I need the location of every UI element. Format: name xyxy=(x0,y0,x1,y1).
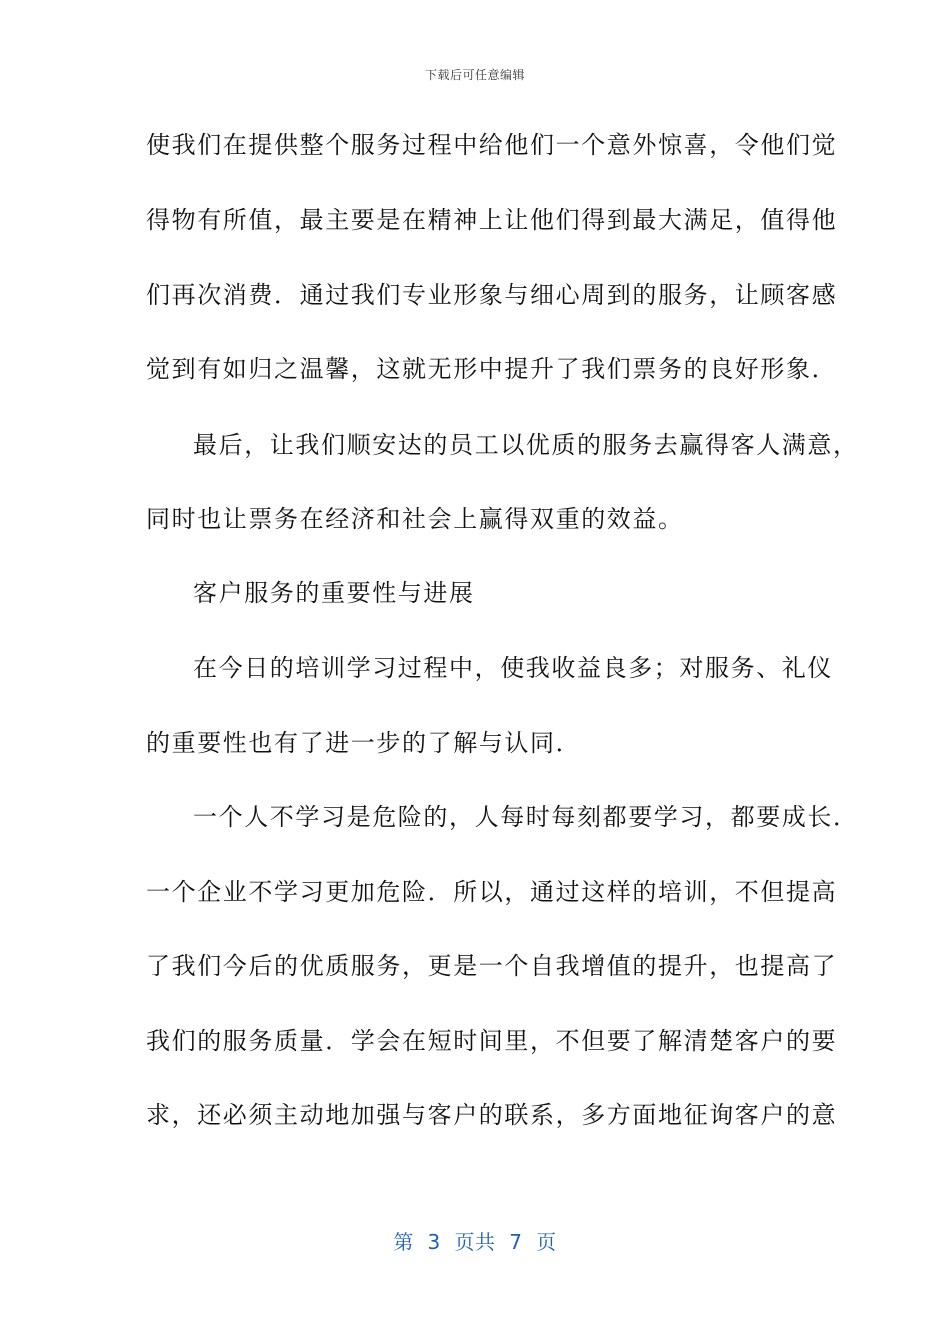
text-line: 在今日的培训学习过程中，使我收益良多；对服务、礼仪 xyxy=(193,654,833,682)
text-line: 觉到有如归之温馨，这就无形中提升了我们票务的良好形象． xyxy=(146,355,838,383)
text-line: 一个人不学习是危险的，人每时每刻都要学习，都要成长． xyxy=(193,803,859,831)
page-number: 第 3 页共 7 页 xyxy=(393,1230,557,1254)
text-line: 我们的服务质量．学会在短时间里，不但要了解清楚客户的要 xyxy=(146,1027,838,1055)
text-line: 最后，让我们顺安达的员工以优质的服务去赢得客人满意， xyxy=(193,431,859,459)
text-line: 一个企业不学习更加危险．所以，通过这样的培训，不但提高 xyxy=(146,878,838,906)
header-note: 下载后可任意编辑 xyxy=(424,68,525,82)
text-line: 求，还必须主动地加强与客户的联系，多方面地征询客户的意 xyxy=(146,1101,838,1129)
section-heading: 客户服务的重要性与进展 xyxy=(193,579,475,607)
text-line: 的重要性也有了进一步的了解与认同． xyxy=(146,729,582,757)
text-line: 得物有所值，最主要是在精神上让他们得到最大满足，值得他 xyxy=(146,206,838,234)
text-line: 使我们在提供整个服务过程中给他们一个意外惊喜，令他们觉 xyxy=(146,131,838,159)
text-line: 了我们今后的优质服务，更是一个自我增值的提升，也提高了 xyxy=(146,952,838,980)
text-line: 同时也让票务在经济和社会上赢得双重的效益。 xyxy=(146,505,684,533)
text-line: 们再次消费．通过我们专业形象与细心周到的服务，让顾客感 xyxy=(146,281,838,309)
